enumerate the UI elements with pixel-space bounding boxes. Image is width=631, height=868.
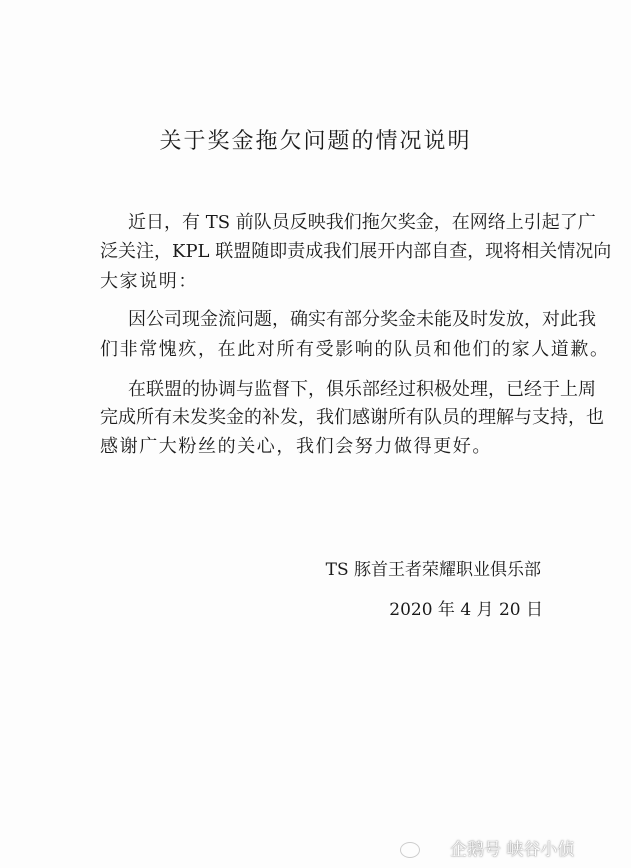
watermark [400, 835, 574, 860]
document-title: 关于奖金拖欠问题的情况说明 [159, 129, 472, 154]
signature: TS 豚首王者荣耀职业俱乐部 [325, 560, 541, 580]
weibo-logo-icon [400, 842, 420, 858]
body-line: 因公司现金流问题，确实有部分奖金未能及时发放，对此我 [128, 309, 596, 330]
watermark-text: 企鹅号 峡谷小侦 [450, 840, 575, 860]
body-line: 完成所有未发奖金的补发，我们感谢所有队员的理解与支持，也 [100, 407, 604, 428]
body-line: 泛关注，KPL 联盟随即责成我们展开内部自查，现将相关情况向 [100, 241, 612, 262]
body-line: 在联盟的协调与监督下，俱乐部经过积极处理，已经于上周 [128, 379, 596, 400]
date: 2020 年 4 月 20 日 [389, 600, 543, 620]
body-line: 感谢广大粉丝的关心，我们会努力做得更好。 [100, 436, 492, 457]
body-line: 们非常愧疚，在此对所有受影响的队员和他们的家人道歉。 [100, 339, 610, 360]
body-line: 大家说明： [100, 271, 198, 292]
body-line: 近日，有 TS 前队员反映我们拖欠奖金，在网络上引起了广 [128, 212, 596, 233]
